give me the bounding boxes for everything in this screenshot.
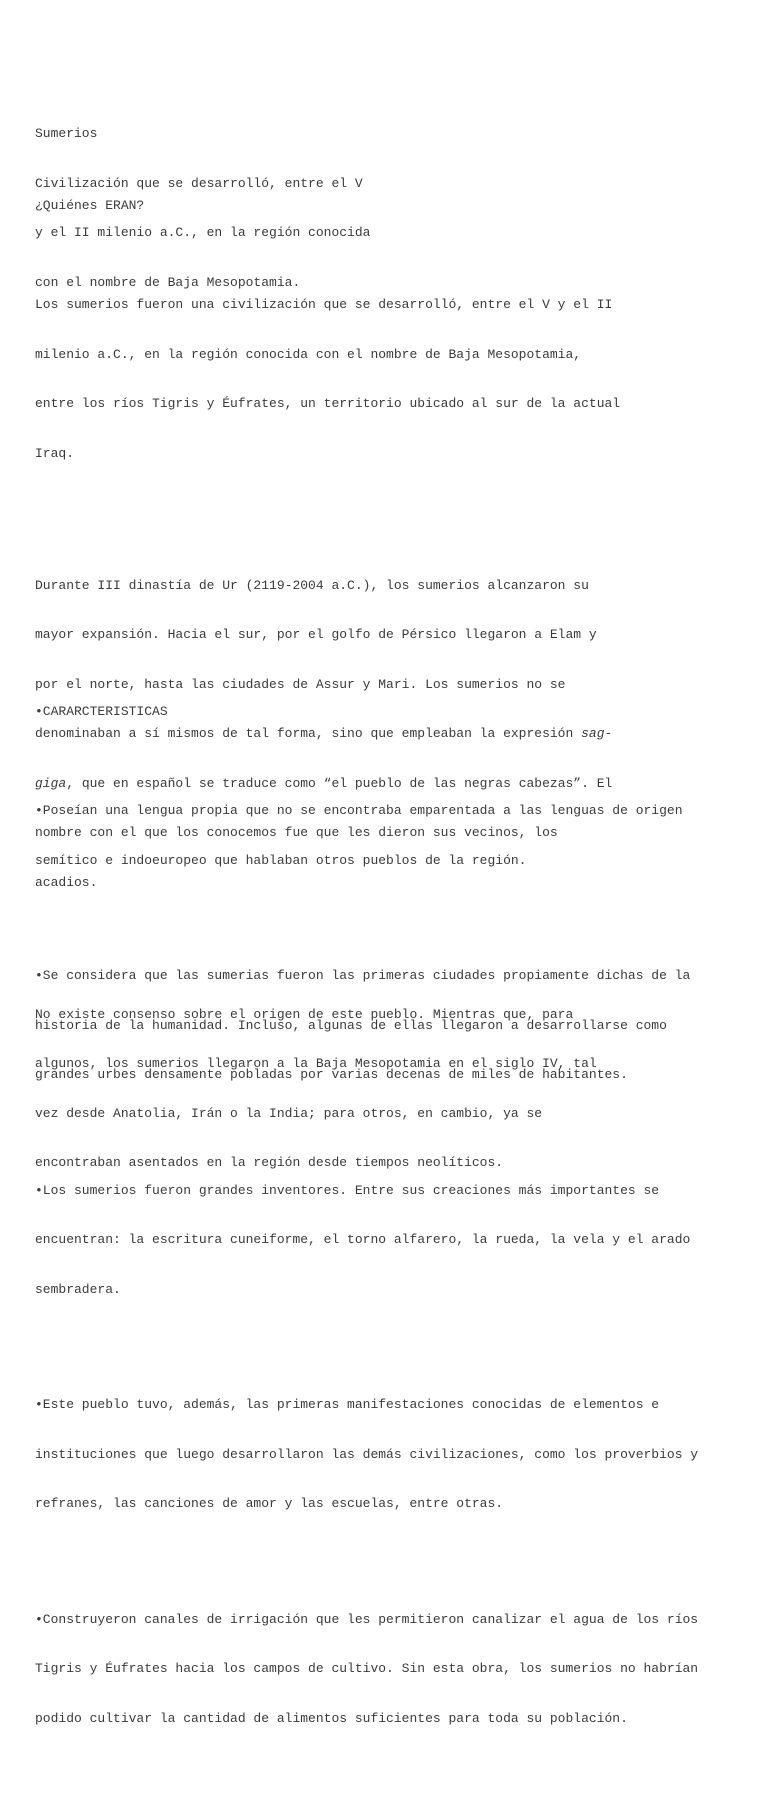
caracteristicas-heading: •CARARCTERISTICAS <box>35 704 168 719</box>
list-item <box>35 1150 745 1332</box>
list-item-line: refranes, las canciones de amor y las escuelas, entre otras. <box>35 1496 504 1511</box>
intro-line: Civilización que se desarrolló, entre el V <box>35 175 363 191</box>
list-item-line: encuentran: la escritura cuneiforme, el torno alfarero, la rueda, la vela y el arado <box>35 1232 691 1247</box>
list-item <box>35 935 745 1117</box>
list-item-line: semítico e indoeuropeo que hablaban otros pueblos de la región. <box>35 852 527 868</box>
list-item-line: •Construyeron canales de irrigación que les permitieron canalizar el agua de los ríos <box>35 1611 699 1627</box>
list-item <box>35 1579 745 1761</box>
intro-title: Sumerios <box>35 126 98 141</box>
quienes-heading: ¿Quiénes ERAN? <box>35 198 145 213</box>
list-item-line: •Los sumerios fueron grandes inventores. Entre sus creaciones más importantes se <box>35 1182 660 1198</box>
paragraph-line: Los sumerios fueron una civilización que se desarrolló, entre el V y el II <box>35 297 613 312</box>
list-item-line: historia de la humanidad. Incluso, algunas de ellas llegaron a desarrollarse como <box>35 1017 667 1033</box>
list-item-line: •Se considera que las sumerias fueron las primeras ciudades propiamente dichas de la <box>35 968 691 983</box>
quienes-paragraph-1 <box>35 264 745 495</box>
intro-line: con el nombre de Baja Mesopotamia. <box>35 274 301 290</box>
intro-line: y el II milenio a.C., en la región conocida <box>35 225 371 240</box>
list-item-line: grandes urbes densamente pobladas por varias decenas de miles de habitantes. <box>35 1067 628 1082</box>
list-item-line: •Este pueblo tuvo, además, las primeras manifestaciones conocidas de elementos e <box>35 1397 660 1412</box>
paragraph-line: encontraban asentados en la región desde tiempos neolíticos. <box>35 1155 504 1170</box>
paragraph-text: denominaban a sí mismos de tal forma, sino que empleaban la expresión <box>35 726 582 741</box>
paragraph-line: No existe consenso sobre el origen de este pueblo. Mientras que, para <box>35 1006 574 1022</box>
paragraph-line: algunos, los sumerios llegaron a la Baja Mesopotamia en el siglo IV, tal <box>35 1056 597 1071</box>
paragraph-line: mayor expansión. Hacia el sur, por el golfo de Pérsico llegaron a Elam y <box>35 627 597 642</box>
list-item-line: instituciones que luego desarrollaron las demás civilizaciones, como los proverbios y <box>35 1446 699 1462</box>
paragraph-line: por el norte, hasta las ciudades de Assur y Mari. Los sumerios no se <box>35 676 566 692</box>
list-item <box>35 1364 745 1546</box>
paragraph-line: milenio a.C., en la región conocida con el nombre de Baja Mesopotamia, <box>35 346 582 362</box>
paragraph-line: nombre con el que los conocemos fue que les dieron sus vecinos, los <box>35 825 558 840</box>
list-item-line: podido cultivar la cantidad de alimentos suficientes para toda su población. <box>35 1710 628 1726</box>
list-item-line: Tigris y Éufrates hacia los campos de cultivo. Sin esta obra, los sumerios no habrían <box>35 1661 699 1676</box>
list-item <box>35 770 745 902</box>
paragraph-line: Iraq. <box>35 445 75 461</box>
caracteristicas-section <box>35 671 745 1793</box>
list-item-line: sembradera. <box>35 1281 121 1297</box>
paragraph-line: vez desde Anatolia, Irán o la India; para otros, en cambio, ya se <box>35 1105 543 1121</box>
paragraph-line: acadios. <box>35 874 98 890</box>
list-item-line: •Poseían una lengua propia que no se encontraba emparentada a las lenguas de origen <box>35 803 683 818</box>
italic-term: giga <box>35 775 67 791</box>
paragraph-line: entre los ríos Tigris y Éufrates, un territorio ubicado al sur de la actual <box>35 396 621 411</box>
italic-term: sag- <box>581 726 613 741</box>
paragraph-line: Durante III dinastía de Ur (2119-2004 a.C.), los sumerios alcanzaron su <box>35 577 589 593</box>
paragraph-text: , que en español se traduce como “el pueblo de las negras cabezas”. El <box>66 775 613 791</box>
